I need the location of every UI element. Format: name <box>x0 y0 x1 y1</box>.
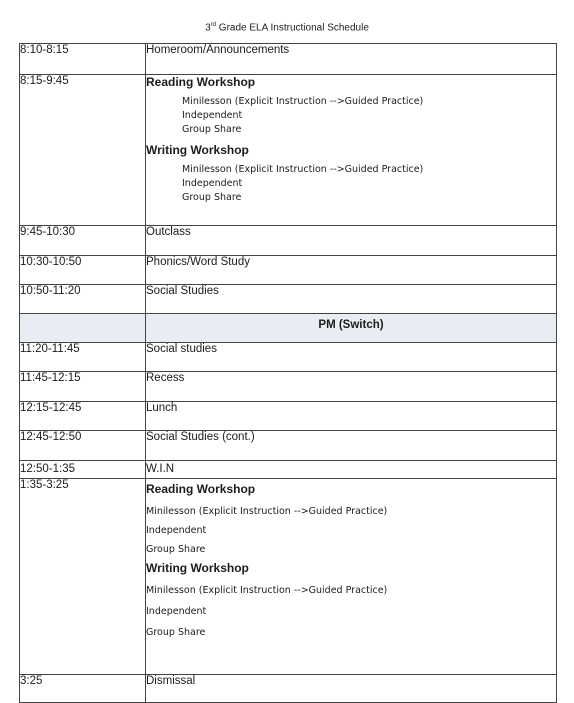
table-row <box>20 431 557 461</box>
time-cell: 8:10-8:15 <box>20 44 146 75</box>
activity-cell: Dismissal <box>146 675 557 703</box>
table-row <box>20 314 557 343</box>
activity-cell: W.I.N <box>146 461 557 479</box>
table-row <box>20 372 557 402</box>
table-row <box>20 461 557 479</box>
activity-cell: Lunch <box>146 402 557 431</box>
list-item: Group Share <box>182 124 242 135</box>
list-item: Minilesson (Explicit Instruction -->Guided Practice) <box>146 585 388 596</box>
table-row <box>20 44 557 75</box>
table-row <box>20 226 557 256</box>
time-cell: 10:30-10:50 <box>20 256 146 285</box>
schedule-table <box>19 43 557 703</box>
activity-cell <box>146 479 557 675</box>
reading-workshop-heading: Reading Workshop <box>146 75 256 89</box>
time-cell: 1:35-3:25 <box>20 479 146 675</box>
table-row <box>20 343 557 372</box>
list-item: Independent <box>146 606 207 617</box>
activity-cell: Outclass <box>146 226 557 256</box>
list-item: Minilesson (Explicit Instruction -->Guided Practice) <box>182 164 424 175</box>
time-cell: 3:25 <box>20 675 146 703</box>
table-row <box>20 402 557 431</box>
table-row <box>20 675 557 703</box>
time-cell <box>20 314 146 343</box>
table-row <box>20 75 557 226</box>
time-cell: 12:45-12:50 <box>20 431 146 461</box>
time-cell: 12:15-12:45 <box>20 402 146 431</box>
writing-workshop-heading: Writing Workshop <box>146 143 249 157</box>
activity-cell: Social Studies <box>146 285 557 314</box>
list-item: Group Share <box>182 192 242 203</box>
reading-workshop-heading: Reading Workshop <box>146 482 256 496</box>
table-row <box>20 285 557 314</box>
activity-cell: Social Studies (cont.) <box>146 431 557 461</box>
document-title: 3rd Grade ELA Instructional Schedule <box>205 22 369 34</box>
list-item: Minilesson (Explicit Instruction -->Guided Practice) <box>146 506 388 517</box>
time-cell: 11:45-12:15 <box>20 372 146 402</box>
writing-workshop-heading: Writing Workshop <box>146 561 249 575</box>
activity-cell: Recess <box>146 372 557 402</box>
pm-switch-label: PM (Switch) <box>318 319 384 331</box>
activity-cell: Homeroom/Announcements <box>146 44 557 75</box>
table-row <box>20 256 557 285</box>
list-item: Minilesson (Explicit Instruction -->Guided Practice) <box>182 96 424 107</box>
time-cell: 10:50-11:20 <box>20 285 146 314</box>
activity-cell: Phonics/Word Study <box>146 256 557 285</box>
table-row <box>20 479 557 675</box>
time-cell: 12:50-1:35 <box>20 461 146 479</box>
list-item: Independent <box>182 110 243 121</box>
time-cell: 9:45-10:30 <box>20 226 146 256</box>
list-item: Group Share <box>146 544 206 555</box>
activity-cell: Social studies <box>146 343 557 372</box>
activity-cell <box>146 75 557 226</box>
time-cell: 11:20-11:45 <box>20 343 146 372</box>
list-item: Independent <box>146 525 207 536</box>
list-item: Group Share <box>146 627 206 638</box>
pm-switch-cell <box>146 314 557 343</box>
time-cell: 8:15-9:45 <box>20 75 146 226</box>
list-item: Independent <box>182 178 243 189</box>
